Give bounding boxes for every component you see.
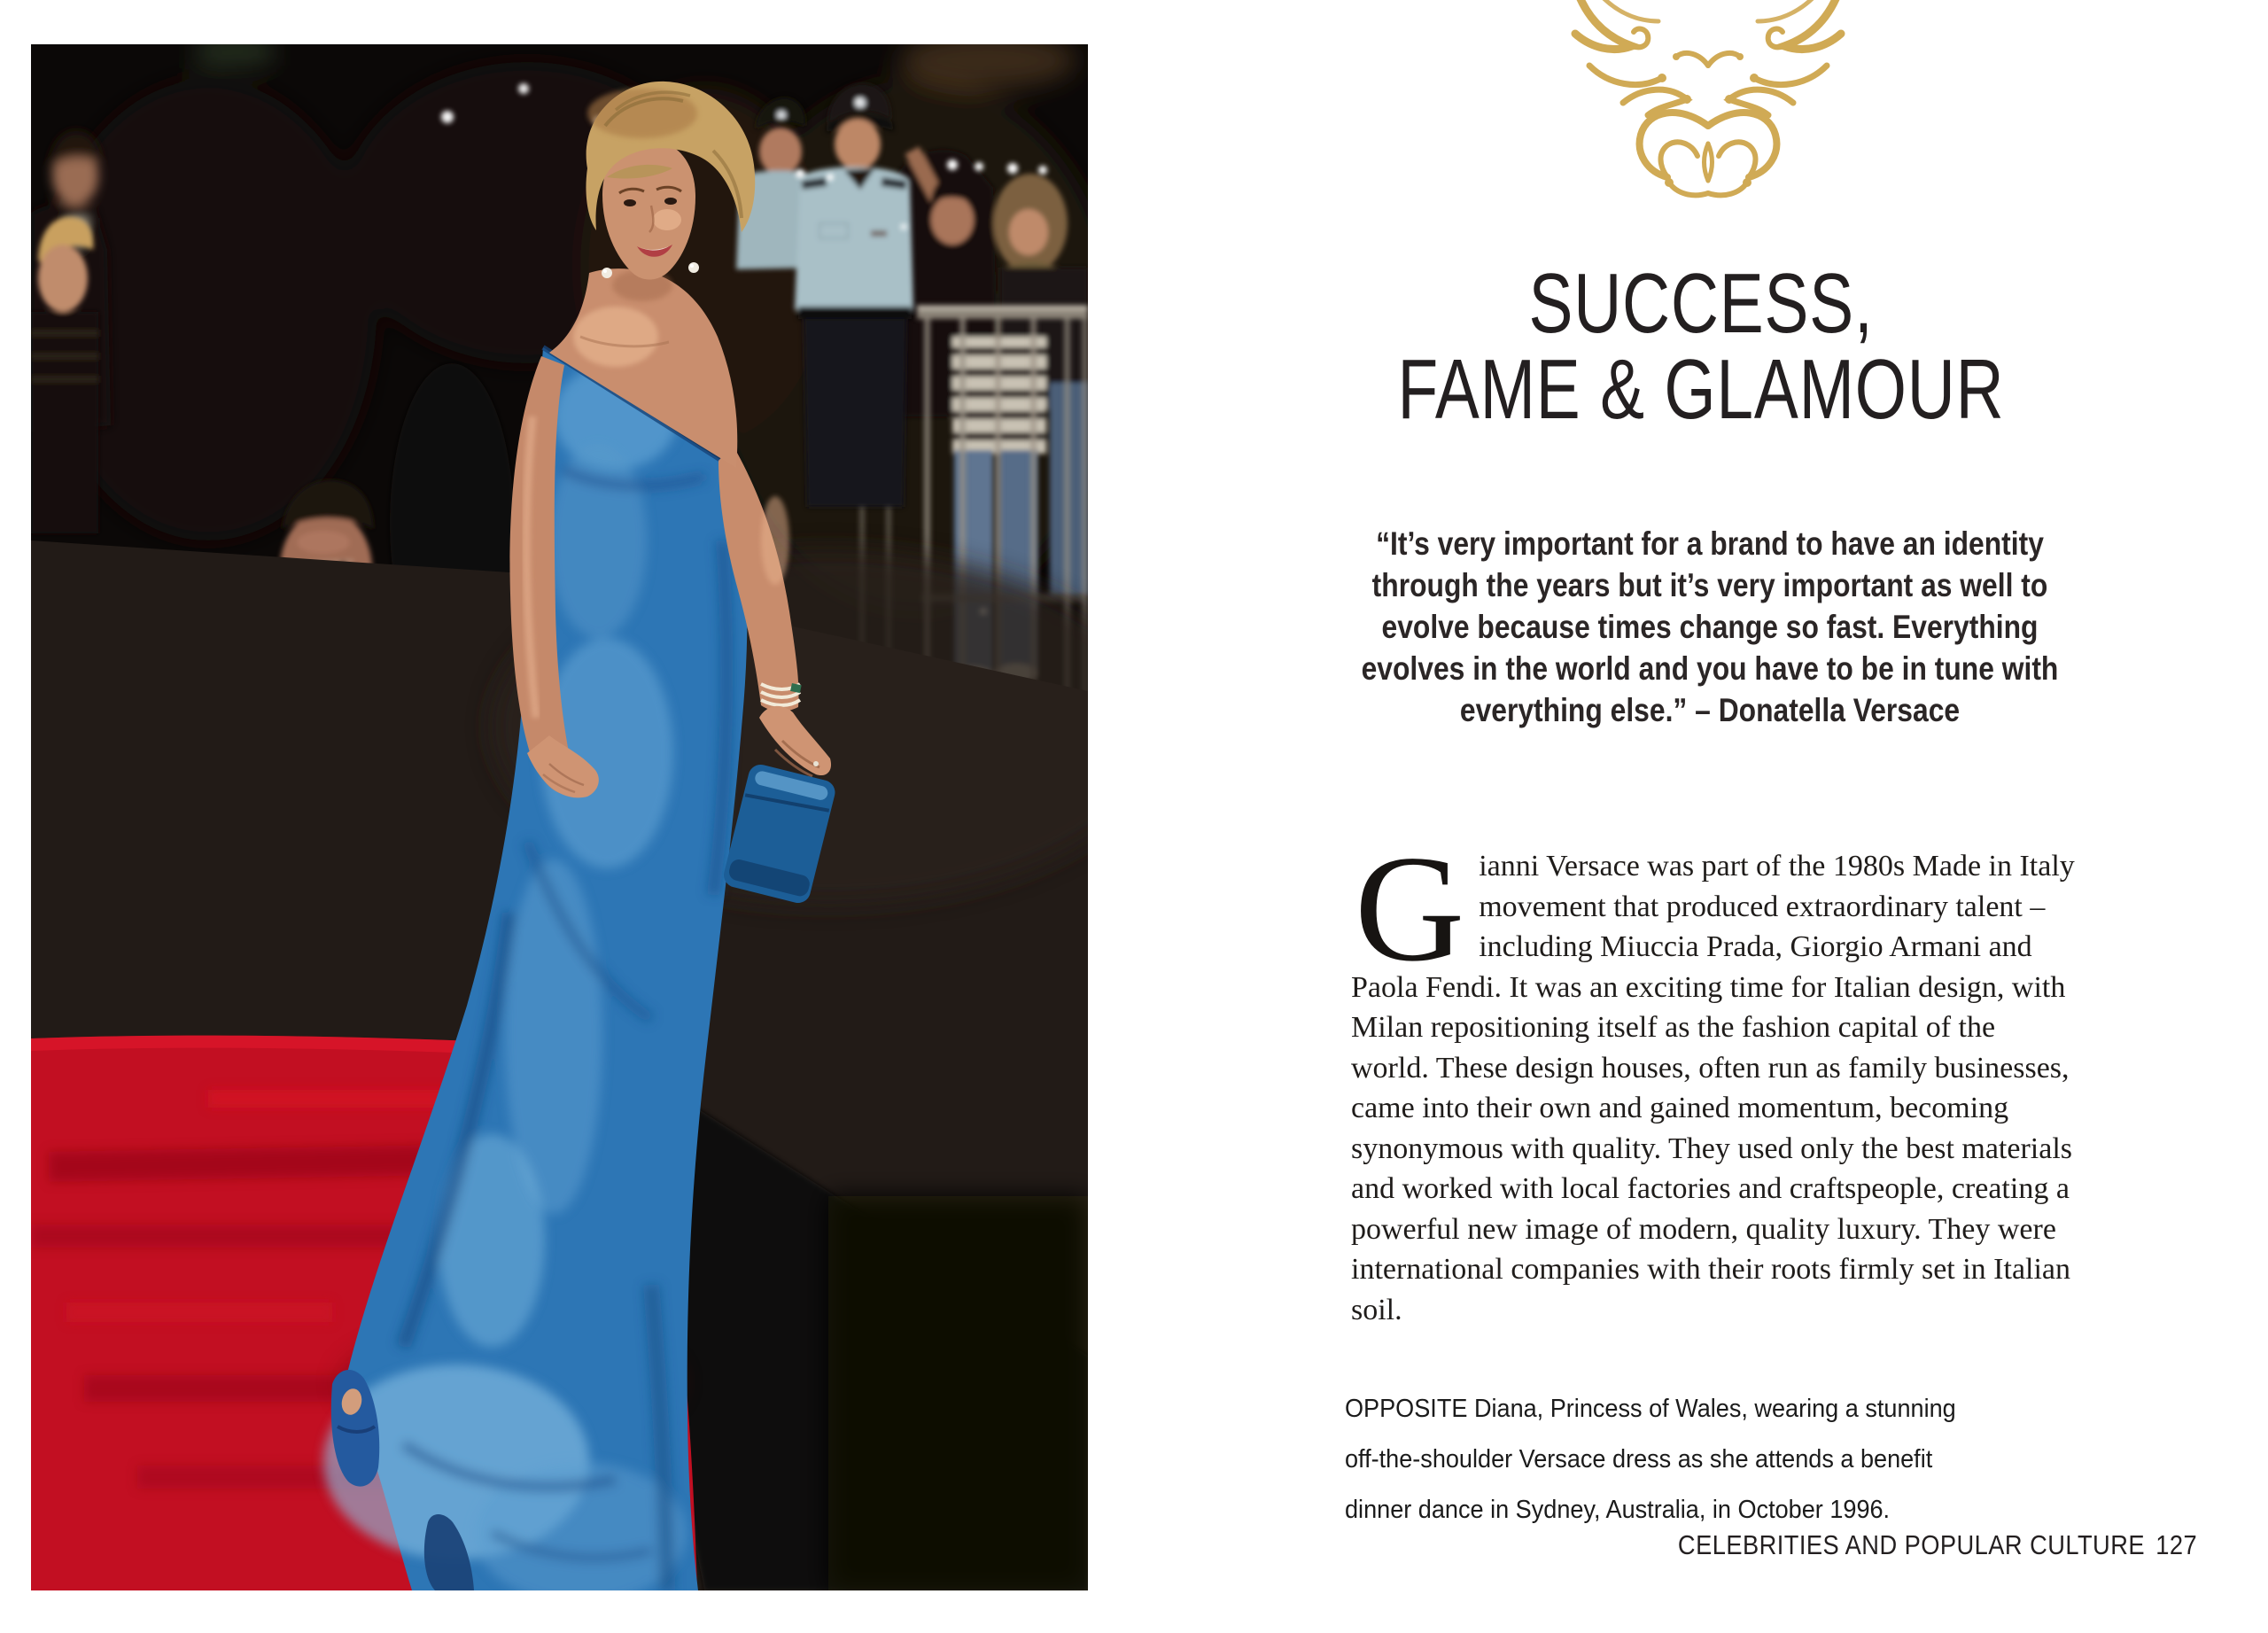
pearl-earring-left [602,268,612,278]
drop-cap: G [1355,825,1465,993]
diana-red-carpet-photo [31,44,1088,1590]
chapter-title: SUCCESS, FAME & GLAMOUR [1397,256,2005,437]
gold-flourish-ornament [1566,0,1850,200]
pull-quote: “It’s very important for a brand to have an identity through the years but it’s very important as well to evolve because times change so fast. Everything evolves in the world and you have to be in tune with everything else.” – Donatella Versace [1361,525,2059,728]
pearl-earring-right [688,262,699,273]
body-paragraph [1351,825,2076,1330]
footer-section-label: CELEBRITIES AND POPULAR CULTURE [1677,1529,2145,1560]
right-page [1134,0,2268,1633]
page-footer [1678,1529,2197,1561]
photo-caption: OPPOSITE Diana, Princess of Wales, wearing a stunning off-the-shoulder Versace dress as she attends a benefit dinner dance in Sydney, Australia, in October 1996. [1345,1395,1956,1524]
body-paragraph-text: ianni Versace was part of the 1980s Made in Italy movement that produced extraordinary talent – including Miuccia Prada, Giorgio Armani and Paola Fendi. It was an exciting time for Italian design, with Milan repositioning itself as the fashion capital of the world. These design houses, often run as family businesses, came into their own and gained momentum, becoming synonymous with quality. They used only the best materials and worked with local factories and craftspeople, creating a powerful new image of modern, quality luxury. They were international companies with their roots firmly set in Italian soil. [1351,850,2075,1326]
footer-page-number: 127 [2155,1529,2197,1560]
photo-illustration [31,44,1088,1590]
